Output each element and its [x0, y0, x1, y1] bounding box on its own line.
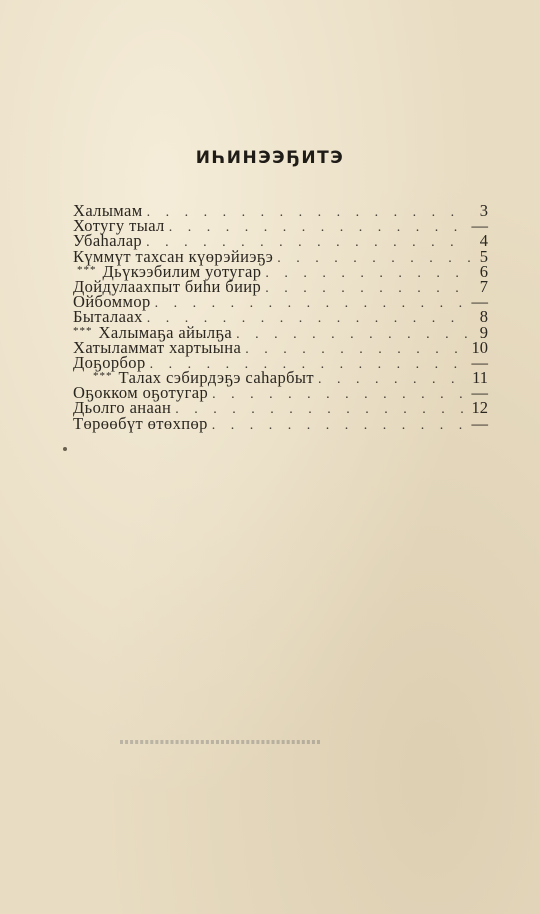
- toc-entry: [73, 413, 488, 433]
- leader-dots: [155, 296, 468, 311]
- asterisk-mark: ***: [73, 324, 93, 337]
- leader-dots: [236, 327, 470, 342]
- toc-entry-title: Ойбоммор: [73, 292, 151, 312]
- toc-entry-page: —: [471, 216, 488, 236]
- bleed-through-line: [120, 743, 320, 744]
- page-title: ИҺИНЭЭҔИТЭ: [195, 148, 345, 168]
- leader-dots: [277, 251, 470, 266]
- toc-entry-title: Дьүкээбилим уотугар: [102, 261, 262, 281]
- toc-entry-title: Халымам: [73, 201, 143, 220]
- leader-dots: [265, 266, 470, 281]
- toc-entry-page: 6: [479, 261, 488, 281]
- margin-dot: [63, 447, 67, 451]
- table-of-contents: [73, 203, 488, 431]
- toc-entry-page: 4: [479, 231, 488, 251]
- toc-entry-page: 7: [479, 276, 488, 296]
- toc-entry-page: 3: [479, 201, 488, 220]
- leader-dots: [169, 220, 468, 235]
- leader-dots: [212, 418, 468, 433]
- toc-entry-page: 5: [479, 246, 488, 266]
- toc-entry-title: Доҕорбор: [73, 352, 146, 372]
- toc-entry-page: —: [471, 413, 488, 433]
- toc-entry-title: Убаһалар: [73, 231, 143, 251]
- leader-dots: [318, 372, 468, 387]
- toc-entry-title: Халымаҕа айылҕа: [98, 322, 233, 342]
- toc-entry-page: 12: [471, 398, 488, 418]
- toc-entry-page: —: [471, 383, 488, 403]
- toc-entry-page: 11: [472, 368, 488, 388]
- toc-entry-title: Хотугу тыал: [73, 216, 165, 236]
- toc-entry-page: 10: [471, 337, 488, 357]
- asterisk-mark: ***: [93, 370, 113, 383]
- toc-entry-title: Оҕокком оҕотугар: [73, 383, 209, 403]
- leader-dots: [245, 342, 467, 357]
- toc-entry-title: Төрөөбүт өтөхпөр: [73, 413, 208, 433]
- toc-entry-page: 9: [479, 322, 488, 342]
- leader-dots: [265, 281, 470, 296]
- leader-dots: [175, 402, 467, 417]
- toc-entry-title: Дойдулаахпыт биһи бииp: [73, 276, 262, 296]
- toc-entry-page: —: [471, 352, 488, 372]
- toc-entry-title: Дьолго анаан: [73, 398, 172, 418]
- bleed-through-print: [120, 740, 320, 870]
- toc-entry-page: —: [471, 292, 488, 312]
- toc-entry-page: 8: [479, 307, 488, 327]
- toc-entry-title: Быталаах: [73, 307, 143, 327]
- toc-entry-title: Хатыламмат хартыына: [73, 337, 242, 357]
- leader-dots: [212, 387, 467, 402]
- leader-dots: [147, 205, 470, 220]
- toc-entry-title: Талах сэбирдэҕэ саһарбыт: [118, 368, 314, 388]
- asterisk-mark: ***: [77, 263, 97, 276]
- toc-entry-title: Күммүт тахсан күөрэйиэҕэ: [73, 246, 274, 266]
